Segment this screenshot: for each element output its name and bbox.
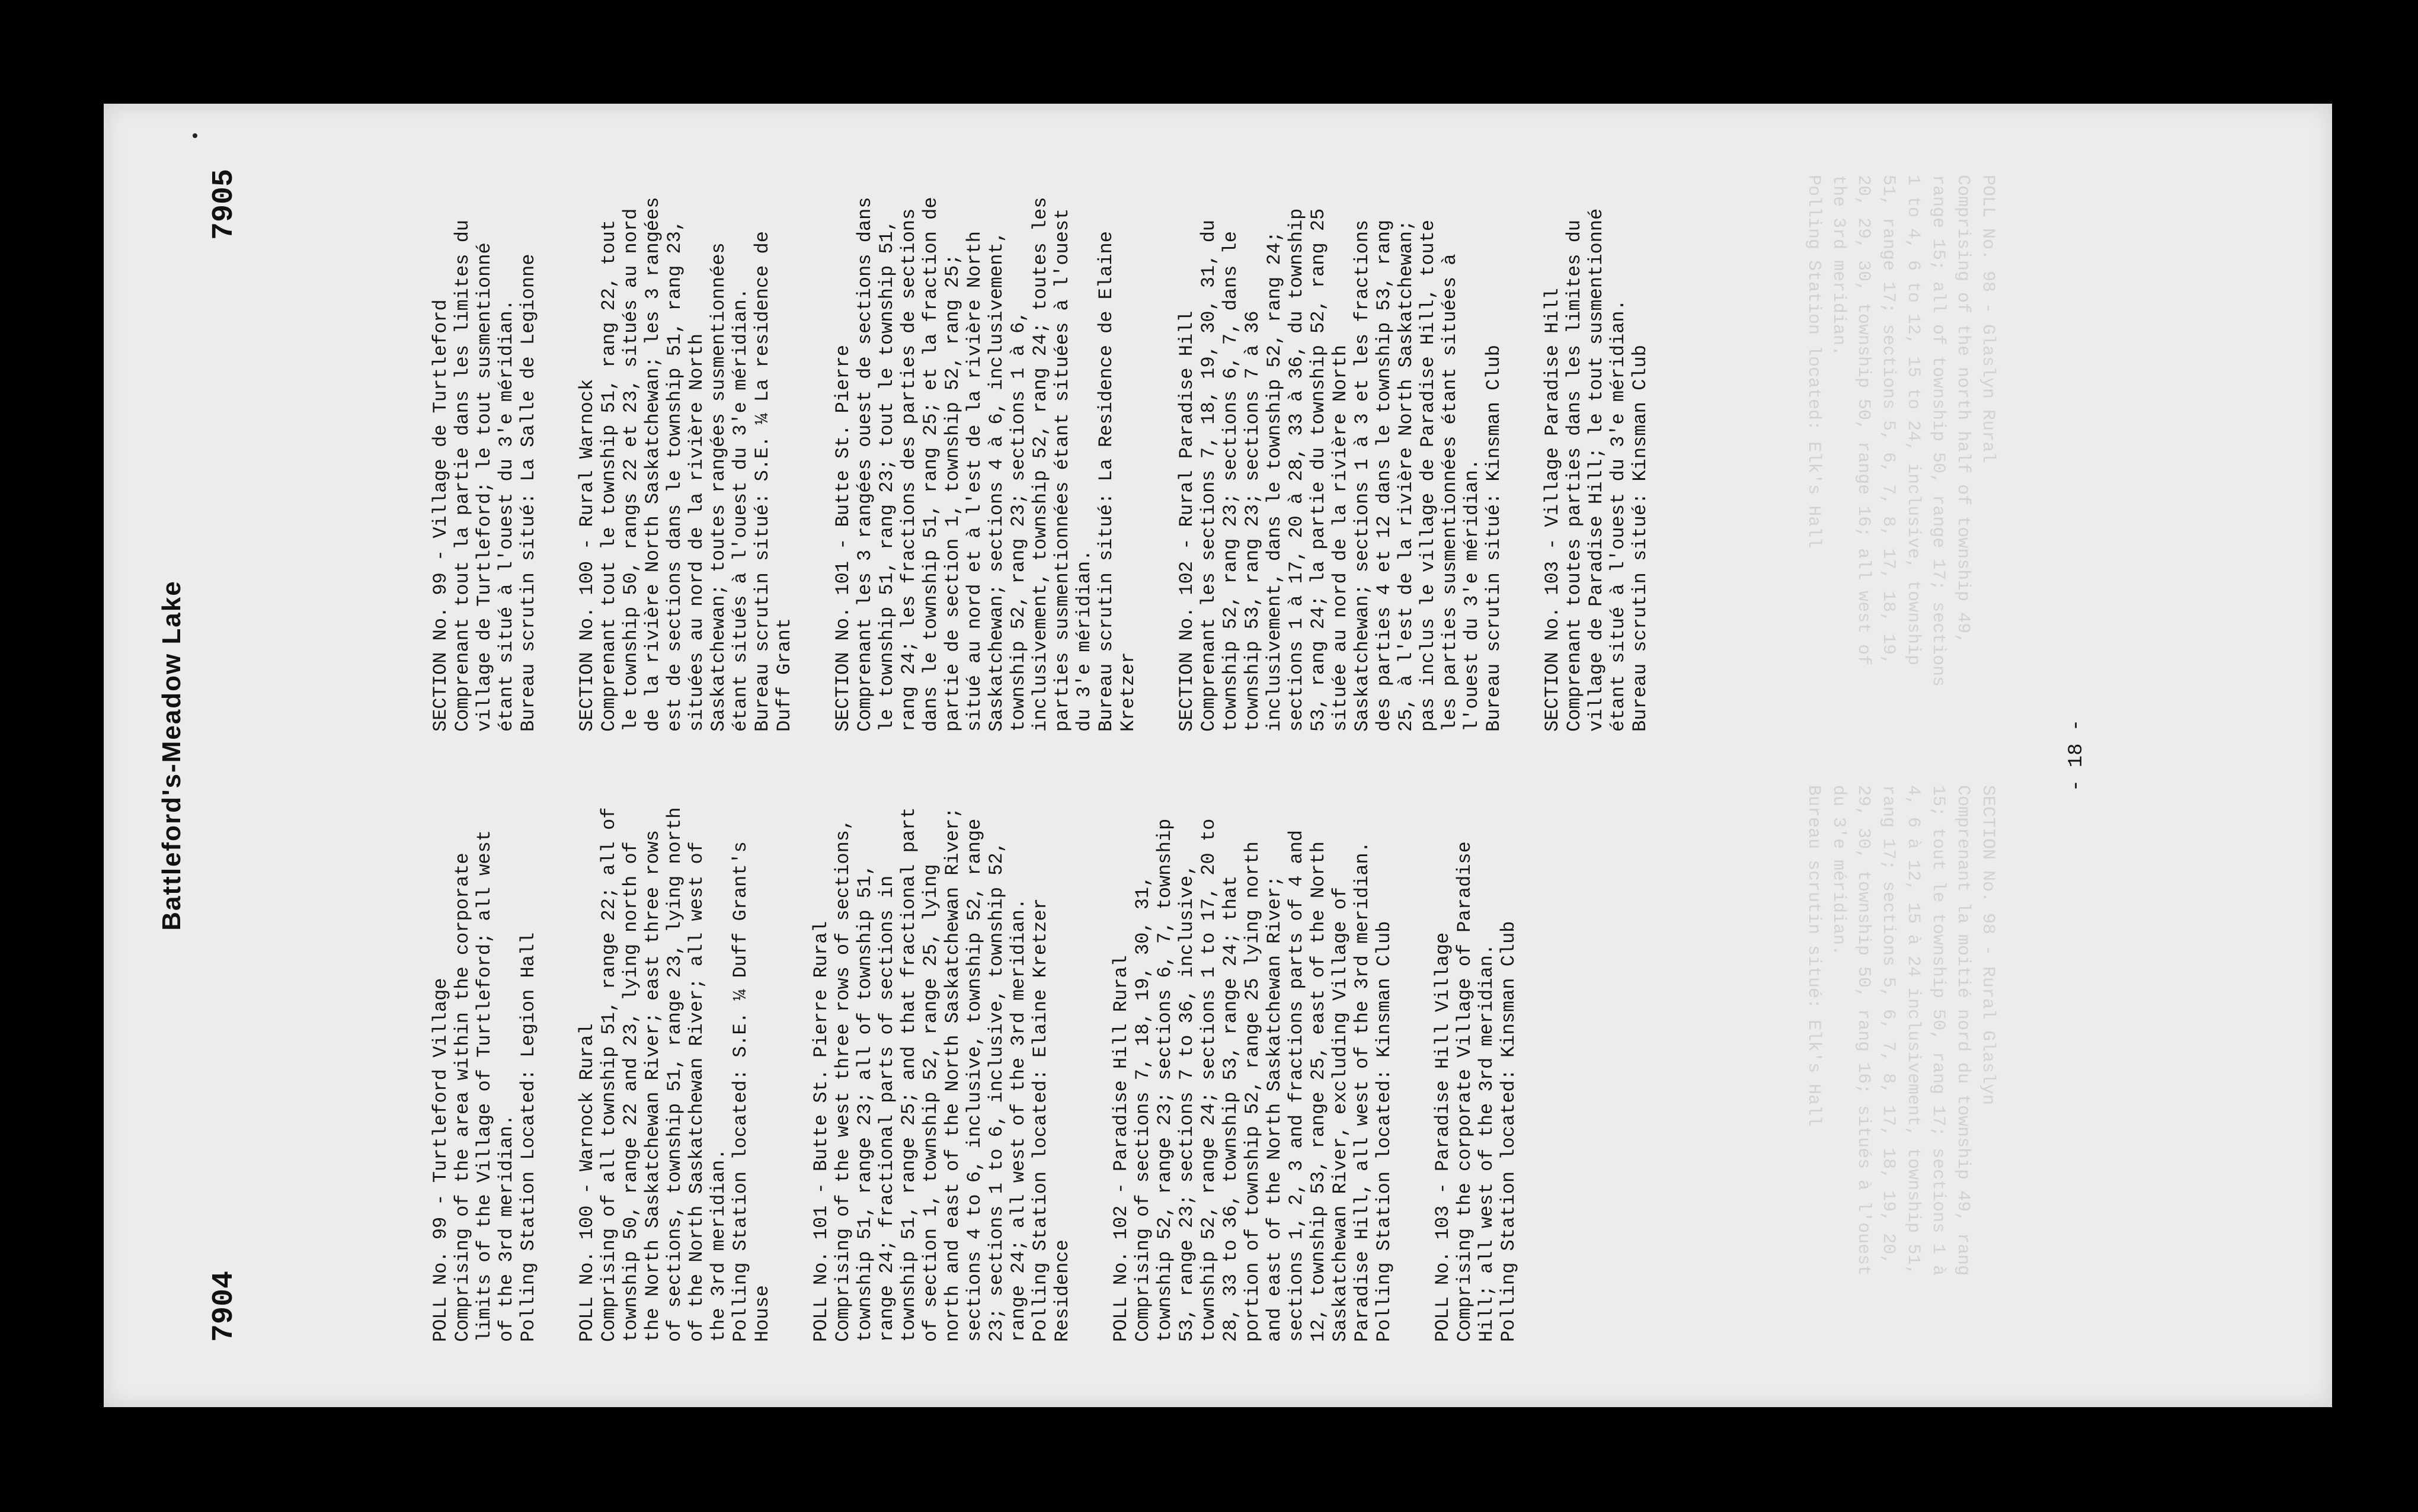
- poll-description: Comprising of sections 7, 18, 19, 30, 31, township 52, range 23; sections 6, 7, township 53, range 23; sections 7 to 36, inclusive, township 52, range 24; sections 1 to 17, 20 to 28, 33 to 36, township 53, range 24; that portion of township 52, range 25 lying north and east of the North Saskatchewan River; sections 1, 2, 3 and fractions parts of 4 and 12, township 53, range 25, east of the North Saskatchewan River, excluding Village of Paradise Hill, all west of the 3rd meridian.: [1132, 818, 1373, 1342]
- rotated-content: [104, 104, 2332, 1407]
- polling-station: Polling Station located: Kinsman Club: [1373, 921, 1395, 1342]
- poll-entry: [430, 806, 539, 1342]
- polling-station: Polling Station Located: Legion Hall: [517, 932, 539, 1342]
- bureau-scrutin: Bureau scrutin situé: La Salle de Legionne: [517, 254, 539, 732]
- polling-station: Polling Station located: Kinsman Club: [1498, 921, 1520, 1342]
- poll-heading: POLL No. 101 - Butte St. Pierre Rural: [810, 921, 832, 1342]
- section-heading: SECTION No. 103 - Village Paradise Hill: [1541, 288, 1563, 732]
- section-entry: [430, 196, 539, 732]
- section-entry: [1541, 196, 1651, 732]
- poll-heading: POLL No. 102 - Paradise Hill Rural: [1110, 955, 1132, 1342]
- document-title: Battleford's-Meadow Lake: [157, 580, 186, 931]
- section-entry: [576, 196, 795, 732]
- bleed-through-text: POLL No. 98 - Glaslyn Rural Comprising of the north half of township 49, range 15; all of township 50, range 17; sections 1 to 4, 6 to 12, 15 to 24, inclusive, township 51, range 17; sections 5, 6, 7, 8, 17, 18, 19, 20, 29, 30, township 50, range 16; all west of the 3rd meridian. Polling Station located: Elk's Hall SECTION No. 98 - Rural Glaslyn Comprenant la moitié nord du township 49, rang 15; tout le township 50, rang 17; sections 1 à 4, 6 à 12, 15 à 24 inclusivement, township 51, rang 17; sections 5, 6, 7, 8, 17, 18, 19, 20, 29, 30, township 50, rang 16; situés à l'ouest du 3'e méridian. Bureau scrutin situé: Elk's Hall: [1803, 175, 1998, 1276]
- poll-description: Comprising of all township 51, range 22; all of township 50, range 22 and 23, lying north of the North Saskatchewan River; east three rows of sections, township 51, range 23, lying north of the North Saskatchewan River; all west of the 3rd meridian.: [598, 807, 730, 1342]
- page-number-left: 7904: [207, 1270, 241, 1342]
- section-description: Comprenant les sections 7, 18, 19, 30, 31, du township 52, rang 23; sections 6, 7, dans le township 53, rang 23; sections 7 à 36 inclusivement, dans le township 52, rang 24; sections 1 à 17, 20 à 28, 33 à 36, du township 53, rang 24; la partie du township 52, rang 25 située au nord de la rivière North Saskatchewan; sections 1 à 3 et les fractions des parties 4 et 12 dans le township 53, rang 25, à l'est de la rivière North Saskatchewan; pas inclus le village de Paradise Hill, toute les parties susmentionnées étant situées à l'ouest du 3'e méridian.: [1198, 208, 1483, 732]
- poll-entry: [576, 806, 773, 1342]
- bureau-scrutin: Bureau scrutin situé: Kinsman Club: [1483, 345, 1505, 732]
- french-column: [430, 196, 1688, 732]
- polling-station: Polling Station located: S.E. ¼ Duff Grant's House: [730, 841, 773, 1342]
- section-description: Comprenant tout le township 51, rang 22, tout le township 50, rangs 22 et 23, situés au nord de la rivière North Saskatchewan; les 3 rangées est de sections dans le township 51, rang 23, situées au nord de la rivière North Saskatchewan; toutes rangées susmentionnées étant situés à l'ouest du 3'e méridian.: [598, 197, 751, 732]
- poll-entry: [1432, 806, 1520, 1342]
- section-heading: SECTION No. 100 - Rural Warnock: [576, 379, 598, 732]
- section-heading: SECTION No. 102 - Rural Paradise Hill: [1176, 310, 1198, 732]
- poll-heading: POLL No. 103 - Paradise Hill Village: [1432, 932, 1454, 1342]
- bureau-scrutin: Bureau scrutin situé: S.E. ¼ La residence de Duff Grant: [751, 231, 795, 732]
- bureau-scrutin: Bureau scrutin situé: Kinsman Club: [1629, 345, 1651, 732]
- poll-description: Comprising of the area within the corporate limits of the Village of Turtleford; all west of the 3rd meridian.: [452, 829, 517, 1342]
- section-description: Comprenant les 3 rangées ouest de sections dans le township 51, rang 23; tout le township 51, rang 24; les fractions des parties de sections dans le township 51, rang 25; et la fraction de partie de section 1, township 52, rang 25; situé au nord et à l'est de la rivière North Saskatchewan; sections 4 à 6, inclusivement, township 52, rang 23; sections 1 à 6, inclusivement, township 52, rang 24; toutes les parties susmentionnées étant situées à l'ouest du 3'e méridian.: [854, 197, 1095, 732]
- ink-speck: [193, 133, 197, 138]
- poll-entry: [810, 806, 1073, 1342]
- page-footer-number: - 18 -: [2065, 719, 2088, 792]
- poll-heading: POLL No. 99 - Turtleford Village: [430, 978, 452, 1342]
- page-number-right: 7905: [207, 169, 241, 241]
- section-description: Comprenant toutes parties dans les limites du village de Paradise Hill; le tout susmentionné étant situé à l'ouest du 3'e méridian.: [1563, 208, 1629, 732]
- section-heading: SECTION No. 99 - Village de Turtleford: [430, 299, 452, 732]
- polling-station: Polling Station located: Elaine Kretzer Residence: [1029, 898, 1073, 1342]
- section-heading: SECTION No. 101 - Butte St. Pierre: [832, 345, 854, 732]
- poll-description: Comprising the corporate Village of Paradise Hill; all west of the 3rd meridian.: [1454, 841, 1498, 1342]
- document-page: [104, 104, 2332, 1407]
- section-entry: [832, 196, 1139, 732]
- poll-description: Comprising of the west three rows of sections, township 51, range 23; all of township 51, range 24; fractional parts of sections in township 51, range 25; and that fractional part of section 1, township 52, range 25, lying north and east of the North Saskatchewan River; sections 4 to 6, inclusive, township 52, range 23; sections 1 to 6, inclusive, township 52, range 24; all west of the 3rd meridian.: [832, 807, 1029, 1342]
- section-description: Comprenant tout la partie dans les limites du village de Turtleford; le tout susmentionné étant situé à l'ouest du 3'e méridian.: [452, 219, 517, 732]
- poll-entry: [1110, 806, 1395, 1342]
- poll-heading: POLL No. 100 - Warnock Rural: [576, 1023, 598, 1342]
- section-entry: [1176, 196, 1505, 732]
- bureau-scrutin: Bureau scrutin situé: La Residence de Elaine Kretzer: [1095, 231, 1139, 732]
- english-column: [430, 806, 1556, 1342]
